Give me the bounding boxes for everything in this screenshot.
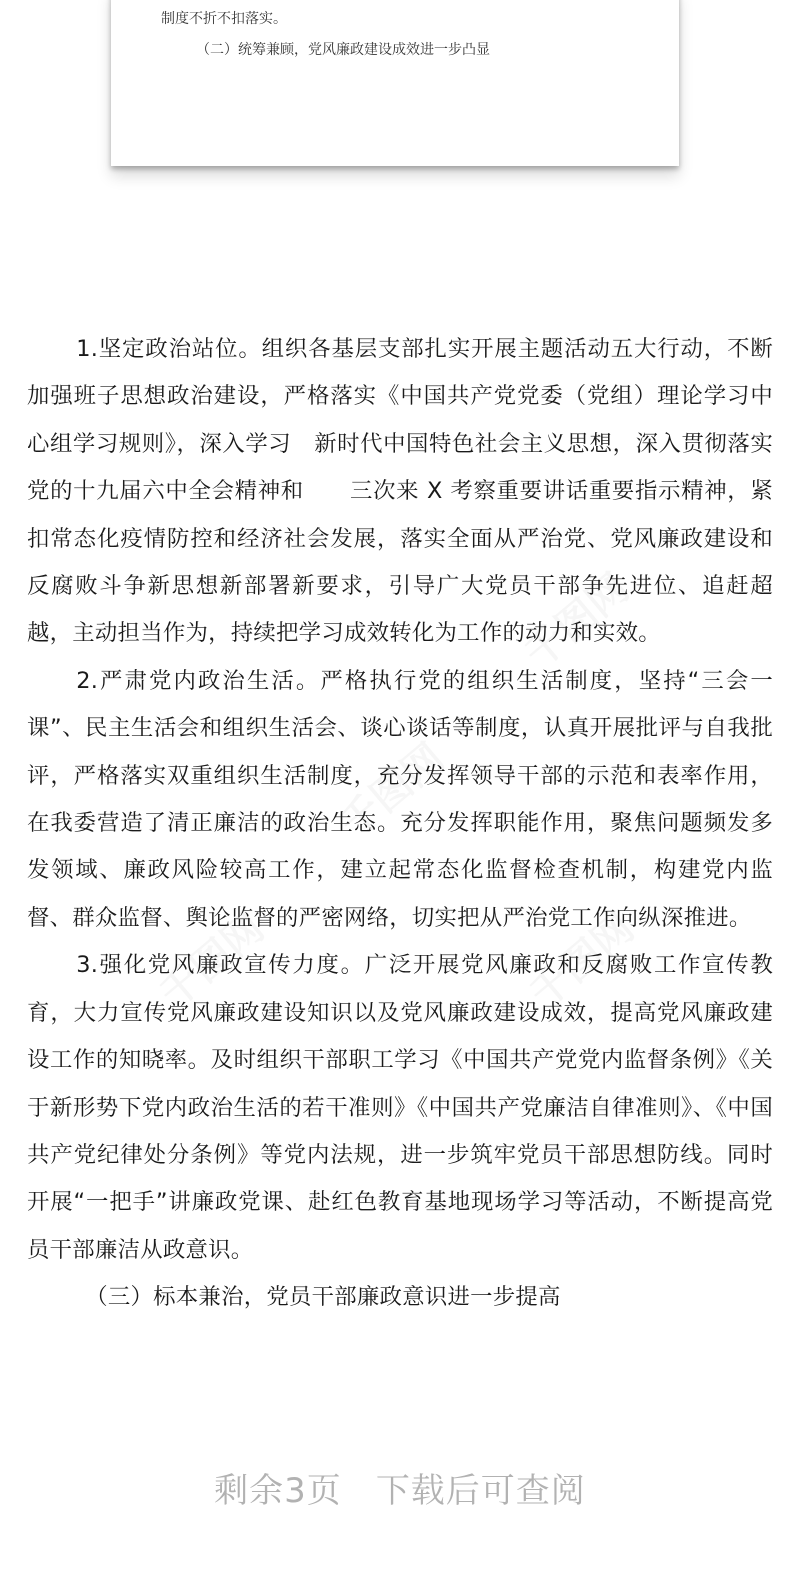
remaining-pages-label: 剩余3页 <box>214 1471 342 1511</box>
paragraph-party-political-life: 2.严肃党内政治生活。严格执行党的组织生活制度，坚持“三会一课”、民主生活会和组织生活会、谈心谈话等制度，认真开展批评与自我批评，严格落实双重组织生活制度，充分发挥领导干部的示范和表率作用，在我委营造了清正廉洁的政治生态。充分发挥职能作用，聚焦问题频发多发领域、廉政风险较高工作，建立起常态化监督检查机制，构建党内监督、群众监督、舆论监督的严密网络，切实把从严治党工作向纵深推进。 <box>27 667 773 931</box>
page-preview-card <box>111 0 679 166</box>
preview-text-line: 制度不折不扣落实。 <box>161 11 287 27</box>
paragraph-political-stance: 1.坚定政治站位。组织各基层支部扎实开展主题活动五大行动，不断加强班子思想政治建设，严格落实《中国共产党党委（党组）理论学习中心组学习规则》，深入学习 新时代中国特色社会主义思想，深入贯彻落实党的十九届六中全会精神和 三次来 X 考察重要讲话重要指示精神，紧扣常态化疫情防控和经济社会发展，落实全面从严治党、党风廉政建设和反腐败斗争新思想新部署新要求，引导广大党员干部争先进位、追赶超越，主动担当作为，持续把学习成效转化为工作的动力和实效。 <box>27 336 773 647</box>
section-heading: （三）标本兼治，党员干部廉政意识进一步提高 <box>85 1284 561 1311</box>
preview-text-line <box>161 0 581 2</box>
paragraph-integrity-publicity: 3.强化党风廉政宣传力度。广泛开展党风廉政和反腐败工作宣传教育，大力宣传党风廉政建设知识以及党风廉政建设成效，提高党风廉政建设工作的知晓率。及时组织干部职工学习《中国共产党党内监督条例》《关于新形势下党内政治生活的若干准则》《中国共产党廉洁自律准则》、《中国共产党纪律处分条例》等党内法规，进一步筑牢党员干部思想防线。同时开展“一把手”讲廉政党课、赴红色教育基地现场学习等活动，不断提高党员干部廉洁从政意识。 <box>27 952 773 1263</box>
download-hint-label: 下载后可查阅 <box>375 1471 586 1511</box>
download-prompt[interactable] <box>0 1466 800 1516</box>
preview-subheading: （二）统筹兼顾，党风廉政建设成效进一步凸显 <box>196 42 490 58</box>
document-body <box>27 326 773 1322</box>
